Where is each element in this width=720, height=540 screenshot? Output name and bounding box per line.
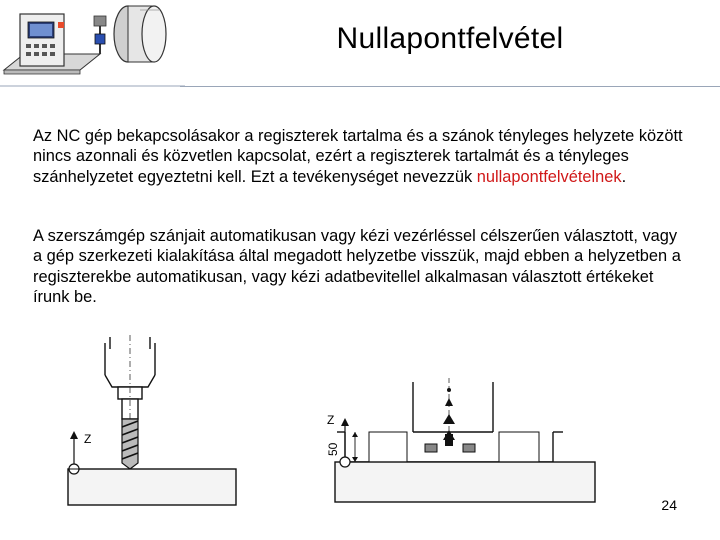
left-axis-label: Z xyxy=(84,432,92,446)
dimension-label: 50 xyxy=(326,442,340,456)
paragraph-intro-text: Az NC gép bekapcsolásakor a regiszterek tartalma és a szánok tényleges helyzete között nincs azonnali és közvetlen kapcsolat, ezért a regiszterek tartalmát és a tényleges szánhelyzetet egyeztetni kell. Ezt a tevékenységet nevezzük xyxy=(33,127,683,186)
paragraph-procedure: A szerszámgép szánjait automatikusan vagy kézi vezérléssel célszerűen választott, vagy a gép szerkezeti kialakítása által megadott helyzetbe visszük, majd ebben a helyzetben a regiszterekbe automatikusan, vagy kézi adatbevitellel alkalmasan választott értékeket írunk be. xyxy=(33,227,681,307)
page-title: Nullapontfelvétel xyxy=(336,22,564,55)
paragraph-intro-end: . xyxy=(621,167,627,186)
highlight-term: nullapontfelvételnek xyxy=(476,167,622,186)
page-number: 24 xyxy=(661,497,677,513)
right-axis-label: Z xyxy=(327,413,335,427)
title-divider xyxy=(180,86,720,87)
milling-spindle-figure xyxy=(60,335,240,510)
paragraph-intro xyxy=(33,126,688,187)
machine-logo-icon xyxy=(0,0,185,88)
zero-point-fixture-figure xyxy=(315,350,610,515)
